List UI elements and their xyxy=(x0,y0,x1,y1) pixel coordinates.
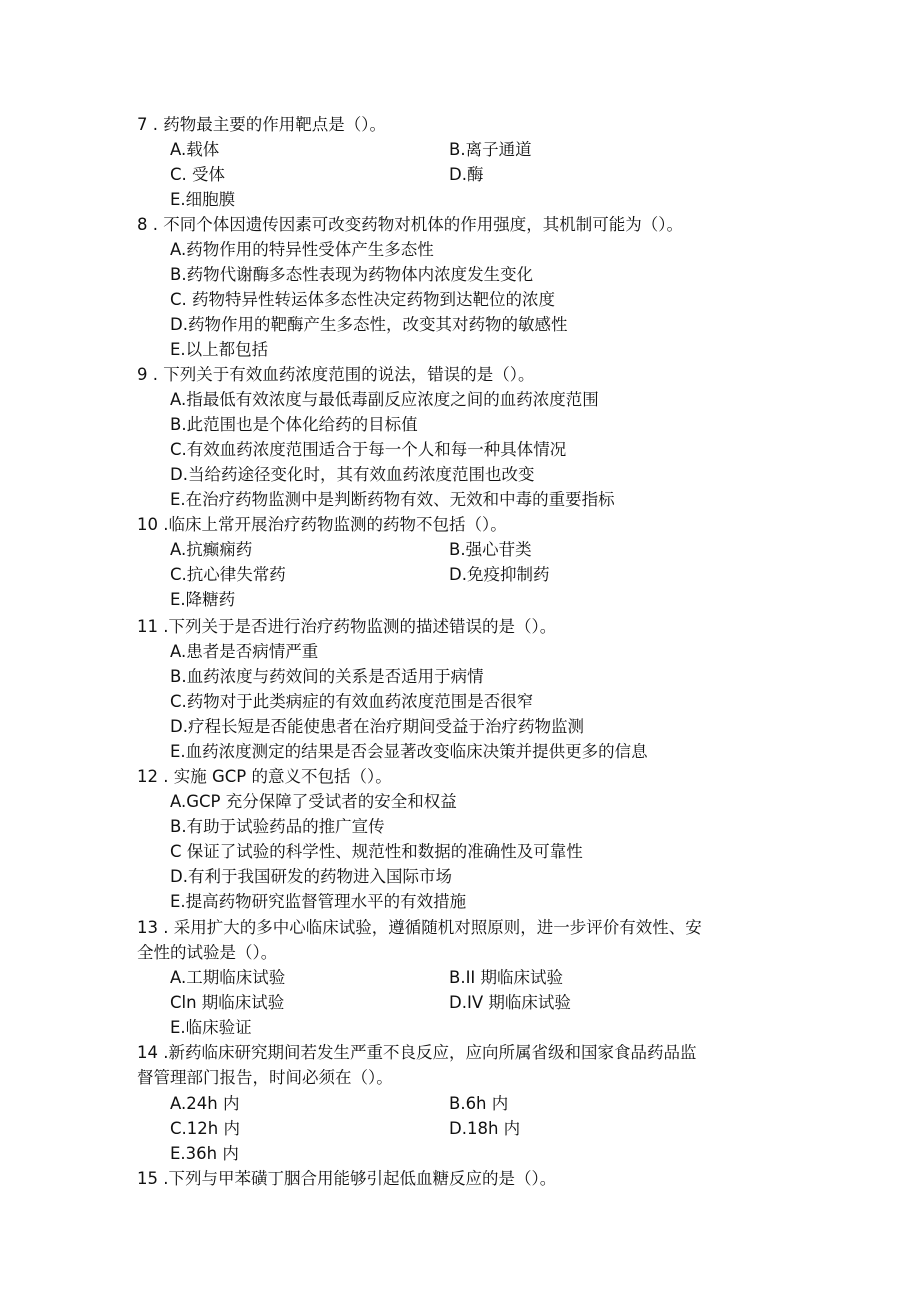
question-14-option-e: E.36h 内 xyxy=(170,1144,239,1163)
question-12-option-d: D.有利于我国研发的药物进入国际市场 xyxy=(170,867,452,886)
question-14-stem-continued: 督管理部门报告，时间必须在（）。 xyxy=(137,1068,393,1087)
question-12-option-a: A.GCP 充分保障了受试者的安全和权益 xyxy=(170,792,457,811)
question-15-stem: 15 .下列与甲苯磺丁胭合用能够引起低血糖反应的是（）。 xyxy=(137,1169,557,1188)
question-8-stem: 8 . 不同个体因遗传因素可改变药物对机体的作用强度，其机制可能为（）。 xyxy=(137,215,683,234)
question-7-stem: 7 . 药物最主要的作用靶点是（）。 xyxy=(137,115,386,134)
question-8-option-b: B.药物代谢酶多态性表现为药物体内浓度发生变化 xyxy=(170,265,534,284)
question-12-option-c: C 保证了试验的科学性、规范性和数据的准确性及可靠性 xyxy=(170,842,583,861)
question-12-option-e: E.提高药物研究监督管理水平的有效措施 xyxy=(170,892,467,911)
question-8-option-c: C. 药物特异性转运体多态性决定药物到达靶位的浓度 xyxy=(170,290,556,309)
question-11-option-e: E.血药浓度测定的结果是否会显著改变临床决策并提供更多的信息 xyxy=(170,742,648,761)
question-10-option-a: A.抗癫痫药 xyxy=(170,540,253,559)
question-11-option-a: A.患者是否病情严重 xyxy=(170,642,319,661)
question-8-option-e: E.以上都包括 xyxy=(170,340,269,359)
question-11-option-c: C.药物对于此类病症的有效血药浓度范围是否很窄 xyxy=(170,692,534,711)
question-13-stem-continued: 全性的试验是（）。 xyxy=(137,943,278,962)
question-8-option-d: D.药物作用的靶酶产生多态性，改变其对药物的敏感性 xyxy=(170,315,568,334)
question-11-stem: 11 .下列关于是否进行治疗药物监测的描述错误的是（）。 xyxy=(137,617,557,636)
question-13-option-a: A.工期临床试验 xyxy=(170,968,286,987)
question-10-option-e: E.降糖药 xyxy=(170,590,236,609)
question-9-option-c: C.有效血药浓度范围适合于每一个人和每一种具体情况 xyxy=(170,440,567,459)
question-7-option-d: D.酶 xyxy=(449,165,484,184)
question-12-stem: 12 . 实施 GCP 的意义不包括（）。 xyxy=(137,767,392,786)
question-11-option-b: B.血药浓度与药效间的关系是否适用于病情 xyxy=(170,667,484,686)
question-7-option-a: A.载体 xyxy=(170,140,220,159)
question-9-option-a: A.指最低有效浓度与最低毒副反应浓度之间的血药浓度范围 xyxy=(170,390,599,409)
question-9-stem: 9 . 下列关于有效血药浓度范围的说法，错误的是（）。 xyxy=(137,365,535,384)
question-14-option-a: A.24h 内 xyxy=(170,1094,240,1113)
question-13-option-e: E.临床验证 xyxy=(170,1018,252,1037)
question-11-option-d: D.疗程长短是否能使患者在治疗期间受益于治疗药物监测 xyxy=(170,717,584,736)
question-14-option-c: C.12h 内 xyxy=(170,1119,240,1138)
question-10-option-b: B.强心苷类 xyxy=(449,540,532,559)
question-10-stem: 10 .临床上常开展治疗药物监测的药物不包括（）。 xyxy=(137,515,507,534)
question-7-option-e: E.细胞膜 xyxy=(170,190,236,209)
question-14-option-b: B.6h 内 xyxy=(449,1094,509,1113)
question-13-option-c: Cln 期临床试验 xyxy=(170,993,285,1012)
question-9-option-d: D.当给药途径变化时，其有效血药浓度范围也改变 xyxy=(170,465,535,484)
question-10-option-d: D.免疫抑制药 xyxy=(449,565,550,584)
question-12-option-b: B.有助于试验药品的推广宣传 xyxy=(170,817,385,836)
question-13-option-b: B.II 期临床试验 xyxy=(449,968,564,987)
question-13-stem: 13 . 采用扩大的多中心临床试验，遵循随机对照原则，进一步评价有效性、安 xyxy=(137,918,702,937)
question-9-option-b: B.此范围也是个体化给药的目标值 xyxy=(170,415,418,434)
question-7-option-b: B.离子通道 xyxy=(449,140,532,159)
question-10-option-c: C.抗心律失常药 xyxy=(170,565,286,584)
question-8-option-a: A.药物作用的特异性受体产生多态性 xyxy=(170,240,434,259)
question-14-stem: 14 .新药临床研究期间若发生严重不良反应，应向所属省级和国家食品药品监 xyxy=(137,1043,697,1062)
question-7-option-c: C. 受体 xyxy=(170,165,226,184)
question-9-option-e: E.在治疗药物监测中是判断药物有效、无效和中毒的重要指标 xyxy=(170,490,615,509)
question-14-option-d: D.18h 内 xyxy=(449,1119,521,1138)
question-13-option-d: D.IV 期临床试验 xyxy=(449,993,571,1012)
